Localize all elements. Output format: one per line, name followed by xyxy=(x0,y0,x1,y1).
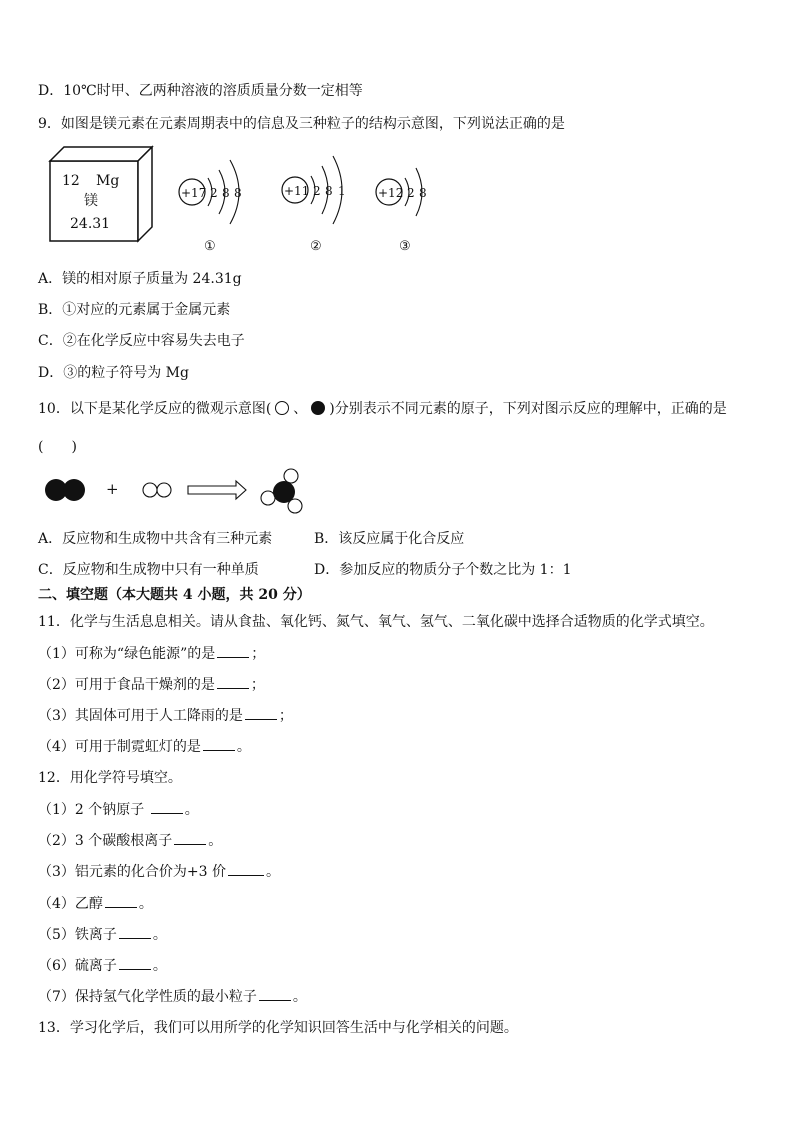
nucleus-charge: +11 xyxy=(284,184,310,198)
question-11-3 xyxy=(38,707,293,725)
question-10-text-start: 10．以下是某化学反应的微观示意图( xyxy=(38,401,272,417)
option-9b: B．①对应的元素属于金属元素 xyxy=(38,302,231,318)
punctuation: 。 xyxy=(152,958,167,974)
question-11-2 xyxy=(38,676,265,694)
nucleus-charge: +12 xyxy=(378,186,404,200)
punctuation: 。 xyxy=(266,864,280,880)
answer-blank[interactable] xyxy=(259,988,291,1001)
filled-atom xyxy=(63,479,85,501)
option-9c: C．②在化学反应中容易失去电子 xyxy=(38,333,245,349)
particle-label: ③ xyxy=(399,239,411,254)
question-12-4 xyxy=(38,895,153,913)
punctuation: 。 xyxy=(138,896,153,912)
option-8d: D．10℃时甲、乙两种溶液的溶质质量分数一定相等 xyxy=(38,83,363,99)
answer-blank[interactable] xyxy=(174,832,206,845)
filled-atom-icon xyxy=(311,401,325,415)
open-atom-icon xyxy=(275,401,289,415)
shell-electrons: 8 xyxy=(325,184,333,198)
particle-label: ① xyxy=(204,239,216,254)
answer-blank[interactable] xyxy=(119,926,151,939)
punctuation: ； xyxy=(251,646,266,662)
item-text: （5）铁离子 xyxy=(38,927,117,943)
element-name: 镁 xyxy=(84,193,98,209)
shell-electrons: 8 xyxy=(419,186,427,200)
item-text: （6）硫离子 xyxy=(38,958,117,974)
punctuation: ； xyxy=(278,708,293,724)
answer-blank[interactable] xyxy=(203,738,235,751)
question-11-1 xyxy=(38,645,265,663)
shell-electrons: 8 xyxy=(234,186,242,200)
question-12: 12．用化学符号填空。 xyxy=(38,770,182,786)
filled-atom xyxy=(273,481,295,503)
question-10-text-end: )分别表示不同元素的原子，下列对图示反应的理解中，正确的是 xyxy=(329,401,727,417)
question-11: 11．化学与生活息息相关。请从食盐、氧化钙、氮气、氧气、氢气、二氧化碳中选择合适物质的化学式填空。 xyxy=(38,614,714,630)
question-10 xyxy=(38,400,727,418)
separator: 、 xyxy=(293,401,308,417)
item-text: （4）乙醇 xyxy=(38,896,103,912)
item-text: （3）铝元素的化合价为+3 价 xyxy=(38,864,226,880)
punctuation: 。 xyxy=(208,833,223,849)
option-10c: C．反应物和生成物中只有一种单质 xyxy=(38,562,259,578)
question-12-5 xyxy=(38,926,167,944)
question-9: 9．如图是镁元素在元素周期表中的信息及三种粒子的结构示意图，下列说法正确的是 xyxy=(38,116,565,132)
shell-electrons: 2 xyxy=(407,186,415,200)
element-number: 12 xyxy=(62,173,80,189)
element-symbol: Mg xyxy=(96,173,120,189)
option-10d: D．参加反应的物质分子个数之比为 1：1 xyxy=(314,562,572,578)
item-text: （3）其固体可用于人工降雨的是 xyxy=(38,708,243,724)
punctuation: 。 xyxy=(152,927,167,943)
item-text: （2）可用于食品干燥剂的是 xyxy=(38,677,215,693)
particle-diagram-2 xyxy=(280,150,360,258)
particle-label: ② xyxy=(310,239,322,254)
question-12-2 xyxy=(38,832,222,850)
punctuation: 。 xyxy=(184,802,199,818)
answer-blank[interactable] xyxy=(245,707,277,720)
question-13: 13．学习化学后，我们可以用所学的化学知识回答生活中与化学相关的问题。 xyxy=(38,1020,518,1036)
item-text: （1）可称为“绿色能源”的是 xyxy=(38,646,216,662)
item-text: （4）可用于制霓虹灯的是 xyxy=(38,739,201,755)
element-cell-magnesium xyxy=(46,143,156,243)
shell-electrons: 8 xyxy=(222,186,230,200)
punctuation: 。 xyxy=(292,989,307,1005)
answer-paren: ( ) xyxy=(38,439,77,455)
option-9d: D．③的粒子符号为 Mg xyxy=(38,365,189,381)
answer-blank[interactable] xyxy=(217,645,249,658)
nucleus-charge: +17 xyxy=(181,186,207,200)
open-atom xyxy=(261,491,275,505)
item-text: （7）保持氢气化学性质的最小粒子 xyxy=(38,989,257,1005)
question-12-1 xyxy=(38,801,199,819)
answer-blank[interactable] xyxy=(119,957,151,970)
punctuation: ； xyxy=(250,677,265,693)
punctuation: 。 xyxy=(236,739,251,755)
reaction-arrow xyxy=(188,481,246,499)
particle-diagram-3 xyxy=(374,150,444,258)
option-10b: B．该反应属于化合反应 xyxy=(314,531,465,547)
item-text: （2）3 个碳酸根离子 xyxy=(38,833,173,849)
element-mass: 24.31 xyxy=(70,216,111,232)
open-atom xyxy=(157,483,171,497)
shell-electrons: 2 xyxy=(313,184,321,198)
answer-blank[interactable] xyxy=(228,863,264,876)
question-12-3 xyxy=(38,863,280,881)
shell-electrons: 1 xyxy=(338,184,346,198)
section-heading: 二、填空题（本大题共 4 小题，共 20 分） xyxy=(38,587,311,603)
answer-blank[interactable] xyxy=(217,676,249,689)
particle-diagram-1 xyxy=(174,150,254,258)
question-11-4 xyxy=(38,738,251,756)
question-12-7 xyxy=(38,988,307,1006)
item-text: （1）2 个钠原子 xyxy=(38,802,149,818)
answer-blank[interactable] xyxy=(105,895,137,908)
plus-sign: + xyxy=(106,480,119,498)
option-10a: A．反应物和生成物中共含有三种元素 xyxy=(38,531,273,547)
open-atom xyxy=(284,469,298,483)
question-12-6 xyxy=(38,957,167,975)
shell-electrons: 2 xyxy=(210,186,218,200)
answer-blank[interactable] xyxy=(151,801,183,814)
open-atom xyxy=(143,483,157,497)
reaction-diagram xyxy=(38,466,318,516)
option-9a: A．镁的相对原子质量为 24.31g xyxy=(38,271,242,287)
